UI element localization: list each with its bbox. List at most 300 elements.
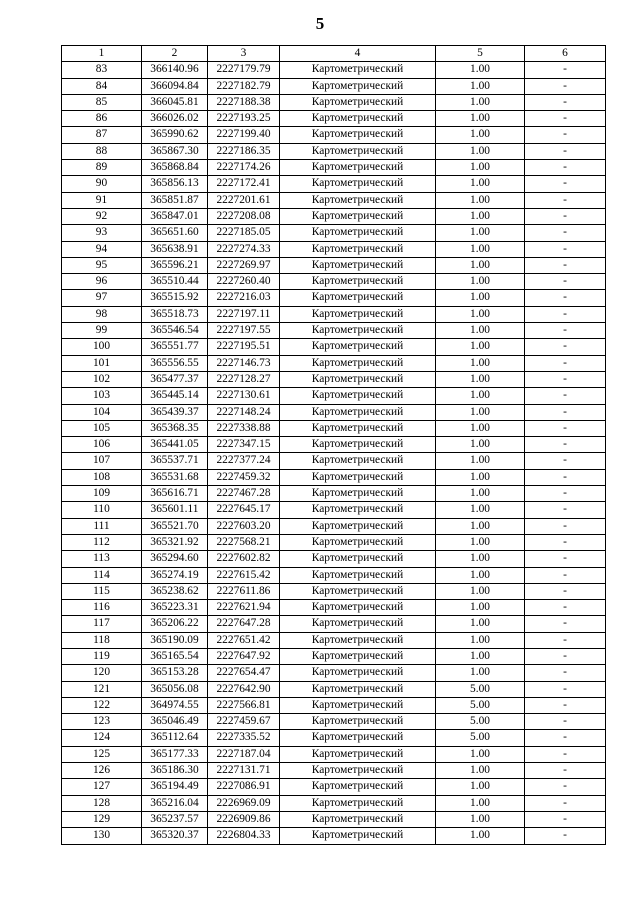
table-cell: 365510.44 — [142, 274, 208, 290]
table-cell: 1.00 — [436, 746, 525, 762]
table-cell: 1.00 — [436, 616, 525, 632]
table-cell: 106 — [62, 437, 142, 453]
table-cell: 365223.31 — [142, 600, 208, 616]
table-cell: - — [525, 600, 606, 616]
table-cell: 86 — [62, 111, 142, 127]
table-cell: 99 — [62, 323, 142, 339]
table-cell: 1.00 — [436, 192, 525, 208]
table-cell: 365194.49 — [142, 779, 208, 795]
table-cell: - — [525, 665, 606, 681]
table-row — [62, 551, 606, 567]
table-cell: - — [525, 453, 606, 469]
table-cell: - — [525, 648, 606, 664]
table-cell: - — [525, 339, 606, 355]
table-cell: 109 — [62, 486, 142, 502]
table-cell: 365477.37 — [142, 371, 208, 387]
table-cell: 2227647.28 — [208, 616, 280, 632]
table-row — [62, 306, 606, 322]
table-cell: Картометрический — [280, 176, 436, 192]
table-cell: 1.00 — [436, 551, 525, 567]
table-cell: Картометрический — [280, 551, 436, 567]
table-cell: 365320.37 — [142, 828, 208, 844]
table-cell: - — [525, 518, 606, 534]
table-row — [62, 583, 606, 599]
table-cell: - — [525, 697, 606, 713]
table-row — [62, 339, 606, 355]
table-row — [62, 355, 606, 371]
table-cell: 2227130.61 — [208, 388, 280, 404]
table-cell: 2227216.03 — [208, 290, 280, 306]
table-cell: 2227131.71 — [208, 763, 280, 779]
table-cell: 84 — [62, 78, 142, 94]
table-cell: 120 — [62, 665, 142, 681]
table-cell: 2227615.42 — [208, 567, 280, 583]
table-cell: 2227651.42 — [208, 632, 280, 648]
table-cell: - — [525, 78, 606, 94]
table-cell: 2226909.86 — [208, 811, 280, 827]
table-cell: Картометрический — [280, 453, 436, 469]
table-cell: 2227621.94 — [208, 600, 280, 616]
table-cell: 116 — [62, 600, 142, 616]
table-body — [62, 62, 606, 844]
table-cell: 365165.54 — [142, 648, 208, 664]
table-cell: 365046.49 — [142, 714, 208, 730]
table-cell: 2227199.40 — [208, 127, 280, 143]
table-cell: Картометрический — [280, 697, 436, 713]
table-cell: Картометрический — [280, 62, 436, 78]
table-cell: 1.00 — [436, 534, 525, 550]
table-cell: 113 — [62, 551, 142, 567]
table-cell: - — [525, 241, 606, 257]
table-cell: 1.00 — [436, 779, 525, 795]
table-cell: 365518.73 — [142, 306, 208, 322]
table-row — [62, 600, 606, 616]
table-cell: 365206.22 — [142, 616, 208, 632]
table-cell: Картометрический — [280, 192, 436, 208]
table-cell: 1.00 — [436, 648, 525, 664]
table-cell: - — [525, 681, 606, 697]
table-row — [62, 714, 606, 730]
table-cell: Картометрический — [280, 241, 436, 257]
table-cell: 366026.02 — [142, 111, 208, 127]
table-cell: 1.00 — [436, 665, 525, 681]
table-cell: 2227274.33 — [208, 241, 280, 257]
table-row — [62, 241, 606, 257]
table-cell: 1.00 — [436, 486, 525, 502]
table-cell: 365551.77 — [142, 339, 208, 355]
table-cell: Картометрический — [280, 306, 436, 322]
table-cell: - — [525, 828, 606, 844]
table-cell: 2227201.61 — [208, 192, 280, 208]
table-cell: - — [525, 811, 606, 827]
table-cell: 125 — [62, 746, 142, 762]
table-cell: Картометрический — [280, 111, 436, 127]
table-cell: - — [525, 127, 606, 143]
coordinates-table — [61, 45, 606, 845]
table-cell: 365216.04 — [142, 795, 208, 811]
table-cell: 2227146.73 — [208, 355, 280, 371]
table-cell: 2227459.67 — [208, 714, 280, 730]
table-cell: 1.00 — [436, 453, 525, 469]
table-cell: 5.00 — [436, 714, 525, 730]
table-row — [62, 404, 606, 420]
table-cell: 2227185.05 — [208, 225, 280, 241]
table-cell: 1.00 — [436, 143, 525, 159]
table-cell: 365596.21 — [142, 257, 208, 273]
table-cell: 97 — [62, 290, 142, 306]
table-cell: 365177.33 — [142, 746, 208, 762]
table-cell: 365153.28 — [142, 665, 208, 681]
table-cell: 1.00 — [436, 404, 525, 420]
table-row — [62, 567, 606, 583]
table-cell: Картометрический — [280, 469, 436, 485]
table-cell: 2227208.08 — [208, 208, 280, 224]
table-cell: 110 — [62, 502, 142, 518]
table-cell: - — [525, 290, 606, 306]
table-cell: 85 — [62, 94, 142, 110]
table-row — [62, 437, 606, 453]
table-cell: 366140.96 — [142, 62, 208, 78]
table-cell: 94 — [62, 241, 142, 257]
table-cell: 87 — [62, 127, 142, 143]
table-cell: Картометрический — [280, 763, 436, 779]
table-cell: Картометрический — [280, 290, 436, 306]
table-cell: 117 — [62, 616, 142, 632]
table-cell: Картометрический — [280, 371, 436, 387]
table-cell: - — [525, 730, 606, 746]
table-row — [62, 795, 606, 811]
column-header: 3 — [208, 46, 280, 62]
table-cell: 365112.64 — [142, 730, 208, 746]
table-cell: 1.00 — [436, 225, 525, 241]
table-cell: 1.00 — [436, 176, 525, 192]
table-cell: 365851.87 — [142, 192, 208, 208]
table-row — [62, 681, 606, 697]
table-cell: 1.00 — [436, 795, 525, 811]
table-cell: - — [525, 94, 606, 110]
table-cell: - — [525, 714, 606, 730]
table-cell: 2227179.79 — [208, 62, 280, 78]
table-cell: 2227377.24 — [208, 453, 280, 469]
table-row — [62, 616, 606, 632]
table-row — [62, 534, 606, 550]
table-cell: 105 — [62, 420, 142, 436]
table-cell: 2227568.21 — [208, 534, 280, 550]
table-cell: 1.00 — [436, 420, 525, 436]
table-cell: Картометрический — [280, 665, 436, 681]
table-cell: - — [525, 192, 606, 208]
table-row — [62, 176, 606, 192]
table-row — [62, 94, 606, 110]
table-cell: 1.00 — [436, 583, 525, 599]
table-cell: 1.00 — [436, 600, 525, 616]
table-cell: 5.00 — [436, 697, 525, 713]
table-cell: 364974.55 — [142, 697, 208, 713]
table-row — [62, 143, 606, 159]
table-row — [62, 811, 606, 827]
table-row — [62, 779, 606, 795]
table-cell: 5.00 — [436, 730, 525, 746]
table-cell: 91 — [62, 192, 142, 208]
table-cell: - — [525, 160, 606, 176]
table-row — [62, 225, 606, 241]
table-cell: 365556.55 — [142, 355, 208, 371]
table-cell: Картометрический — [280, 486, 436, 502]
table-cell: 2227654.47 — [208, 665, 280, 681]
table-cell: 2227467.28 — [208, 486, 280, 502]
table-cell: Картометрический — [280, 567, 436, 583]
table-cell: 365294.60 — [142, 551, 208, 567]
table-row — [62, 453, 606, 469]
table-cell: - — [525, 355, 606, 371]
table-cell: 365868.84 — [142, 160, 208, 176]
table-row — [62, 665, 606, 681]
table-row — [62, 274, 606, 290]
table-cell: 1.00 — [436, 62, 525, 78]
table-cell: 365601.11 — [142, 502, 208, 518]
table-row — [62, 469, 606, 485]
table-cell: - — [525, 437, 606, 453]
table-cell: 126 — [62, 763, 142, 779]
table-cell: - — [525, 62, 606, 78]
table-cell: 2227269.97 — [208, 257, 280, 273]
table-cell: 365321.92 — [142, 534, 208, 550]
table-cell: - — [525, 795, 606, 811]
table-cell: 2227086.91 — [208, 779, 280, 795]
table-cell: Картометрический — [280, 404, 436, 420]
table-cell: Картометрический — [280, 160, 436, 176]
table-cell: Картометрический — [280, 746, 436, 762]
table-cell: - — [525, 257, 606, 273]
table-cell: Картометрический — [280, 828, 436, 844]
table-cell: - — [525, 143, 606, 159]
table-cell: 128 — [62, 795, 142, 811]
table-cell: 365638.91 — [142, 241, 208, 257]
table-cell: Картометрический — [280, 78, 436, 94]
table-cell: 365445.14 — [142, 388, 208, 404]
table-cell: 1.00 — [436, 339, 525, 355]
column-header: 2 — [142, 46, 208, 62]
table-cell: 2227347.15 — [208, 437, 280, 453]
table-cell: 118 — [62, 632, 142, 648]
table-cell: 2227645.17 — [208, 502, 280, 518]
table-cell: Картометрический — [280, 420, 436, 436]
table-cell: - — [525, 208, 606, 224]
table-cell: Картометрический — [280, 811, 436, 827]
table-cell: - — [525, 388, 606, 404]
table-cell: 365368.35 — [142, 420, 208, 436]
table-cell: 365274.19 — [142, 567, 208, 583]
table-cell: 365616.71 — [142, 486, 208, 502]
table-cell: - — [525, 404, 606, 420]
table-cell: 1.00 — [436, 518, 525, 534]
table-cell: - — [525, 420, 606, 436]
table-cell: Картометрический — [280, 730, 436, 746]
table-cell: 1.00 — [436, 437, 525, 453]
table-cell: 1.00 — [436, 323, 525, 339]
table-cell: - — [525, 502, 606, 518]
table-cell: 2227174.26 — [208, 160, 280, 176]
table-cell: 2227611.86 — [208, 583, 280, 599]
table-cell: 365439.37 — [142, 404, 208, 420]
table-cell: Картометрический — [280, 779, 436, 795]
table-cell: 1.00 — [436, 388, 525, 404]
table-cell: 1.00 — [436, 208, 525, 224]
table-row — [62, 648, 606, 664]
table-cell: 90 — [62, 176, 142, 192]
table-row — [62, 192, 606, 208]
table-cell: 2227197.55 — [208, 323, 280, 339]
table-cell: 1.00 — [436, 274, 525, 290]
table-row — [62, 486, 606, 502]
table-cell: Картометрический — [280, 388, 436, 404]
table-cell: 2227182.79 — [208, 78, 280, 94]
table-cell: - — [525, 371, 606, 387]
table-cell: 365651.60 — [142, 225, 208, 241]
table-cell: 1.00 — [436, 371, 525, 387]
table-cell: 129 — [62, 811, 142, 827]
table-cell: Картометрический — [280, 600, 436, 616]
table-cell: 1.00 — [436, 306, 525, 322]
table-cell: Картометрический — [280, 274, 436, 290]
table-cell: 101 — [62, 355, 142, 371]
table-row — [62, 420, 606, 436]
table-row — [62, 257, 606, 273]
table-cell: 1.00 — [436, 127, 525, 143]
table-row — [62, 746, 606, 762]
table-row — [62, 632, 606, 648]
table-cell: 365238.62 — [142, 583, 208, 599]
table-cell: 115 — [62, 583, 142, 599]
table-row — [62, 111, 606, 127]
table-cell: 365441.05 — [142, 437, 208, 453]
table-cell: 104 — [62, 404, 142, 420]
column-header: 5 — [436, 46, 525, 62]
table-row — [62, 78, 606, 94]
table-cell: Картометрический — [280, 648, 436, 664]
table-cell: 1.00 — [436, 160, 525, 176]
table-cell: - — [525, 583, 606, 599]
table-cell: 2227186.35 — [208, 143, 280, 159]
table-cell: - — [525, 323, 606, 339]
table-cell: 1.00 — [436, 502, 525, 518]
table-cell: 365056.08 — [142, 681, 208, 697]
table-cell: 1.00 — [436, 828, 525, 844]
table-cell: 365856.13 — [142, 176, 208, 192]
column-header: 4 — [280, 46, 436, 62]
table-cell: Картометрический — [280, 502, 436, 518]
table-cell: 102 — [62, 371, 142, 387]
table-cell: - — [525, 567, 606, 583]
table-cell: Картометрический — [280, 225, 436, 241]
table-cell: 98 — [62, 306, 142, 322]
table-cell: 365847.01 — [142, 208, 208, 224]
table-header-row — [62, 46, 606, 62]
table-cell: 365867.30 — [142, 143, 208, 159]
table-cell: 365521.70 — [142, 518, 208, 534]
table-cell: 365546.54 — [142, 323, 208, 339]
table-cell: - — [525, 306, 606, 322]
table-cell: - — [525, 779, 606, 795]
table-cell: 100 — [62, 339, 142, 355]
table-row — [62, 371, 606, 387]
table-cell: 122 — [62, 697, 142, 713]
table-cell: 119 — [62, 648, 142, 664]
table-cell: 1.00 — [436, 811, 525, 827]
table-row — [62, 697, 606, 713]
table-cell: Картометрический — [280, 257, 436, 273]
table-cell: 112 — [62, 534, 142, 550]
table-cell: - — [525, 225, 606, 241]
table-row — [62, 62, 606, 78]
table-cell: 365515.92 — [142, 290, 208, 306]
table-cell: 365237.57 — [142, 811, 208, 827]
table-cell: 1.00 — [436, 290, 525, 306]
table-cell: 2227148.24 — [208, 404, 280, 420]
table-cell: 88 — [62, 143, 142, 159]
table-cell: 2226804.33 — [208, 828, 280, 844]
table-cell: - — [525, 763, 606, 779]
table-cell: Картометрический — [280, 534, 436, 550]
table-cell: 2227647.92 — [208, 648, 280, 664]
table-cell: 130 — [62, 828, 142, 844]
table-cell: 121 — [62, 681, 142, 697]
table-cell: 2226969.09 — [208, 795, 280, 811]
table-cell: 365186.30 — [142, 763, 208, 779]
table-cell: 108 — [62, 469, 142, 485]
table-cell: 365531.68 — [142, 469, 208, 485]
table-cell: Картометрический — [280, 94, 436, 110]
table-cell: Картометрический — [280, 323, 436, 339]
table-cell: Картометрический — [280, 681, 436, 697]
table-cell: 1.00 — [436, 469, 525, 485]
table-cell: 103 — [62, 388, 142, 404]
table-cell: Картометрический — [280, 632, 436, 648]
table-cell: Картометрический — [280, 518, 436, 534]
table-cell: - — [525, 469, 606, 485]
table-cell: 2227566.81 — [208, 697, 280, 713]
table-row — [62, 160, 606, 176]
table-cell: 2227459.32 — [208, 469, 280, 485]
table-cell: Картометрический — [280, 583, 436, 599]
table-cell: 2227128.27 — [208, 371, 280, 387]
table-cell: Картометрический — [280, 795, 436, 811]
table-cell: 366045.81 — [142, 94, 208, 110]
table-cell: 1.00 — [436, 94, 525, 110]
table-cell: 2227260.40 — [208, 274, 280, 290]
table-cell: - — [525, 632, 606, 648]
table-row — [62, 323, 606, 339]
table-cell: 2227187.04 — [208, 746, 280, 762]
table-cell: - — [525, 111, 606, 127]
table-row — [62, 127, 606, 143]
table-cell: Картометрический — [280, 127, 436, 143]
table-cell: 366094.84 — [142, 78, 208, 94]
table-cell: 96 — [62, 274, 142, 290]
table-cell: 365537.71 — [142, 453, 208, 469]
table-cell: 2227603.20 — [208, 518, 280, 534]
table-cell: 93 — [62, 225, 142, 241]
table-cell: 124 — [62, 730, 142, 746]
table-cell: 1.00 — [436, 632, 525, 648]
table-cell: - — [525, 746, 606, 762]
table-cell: 1.00 — [436, 567, 525, 583]
table-cell: 2227193.25 — [208, 111, 280, 127]
table-cell: 107 — [62, 453, 142, 469]
table-row — [62, 730, 606, 746]
table-cell: Картометрический — [280, 355, 436, 371]
table-cell: 89 — [62, 160, 142, 176]
